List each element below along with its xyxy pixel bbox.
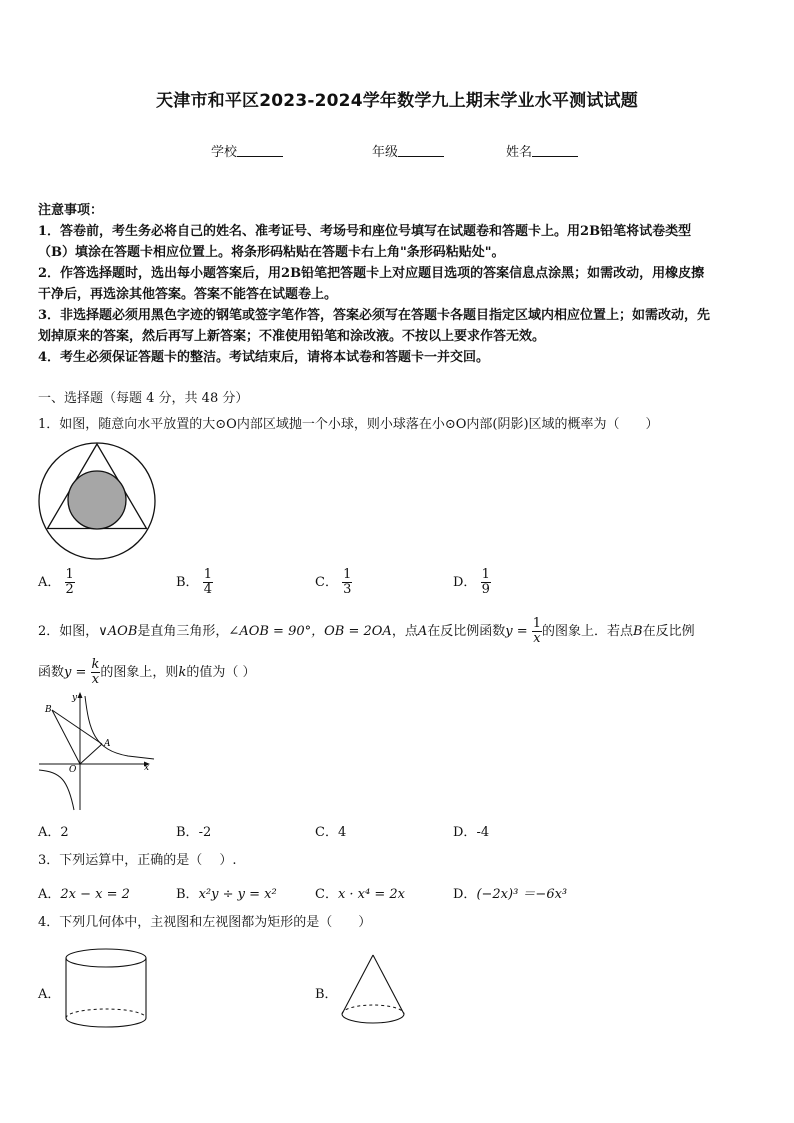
notice-line: 3．非选择题必须用黑色字迹的钢笔或签字笔作答，答案必须写在答题卡各题目指定区域内相应位置上；如需改动，先	[38, 308, 711, 323]
cylinder-top	[66, 949, 146, 967]
option-value: -4	[476, 825, 490, 840]
cone-base-back	[342, 1005, 404, 1014]
grade-label: 年级	[372, 145, 399, 160]
q4-option-a-label[interactable]: A．	[38, 987, 61, 1002]
q4-option-b-label[interactable]: B．	[315, 987, 338, 1002]
q1-option-d[interactable]	[453, 568, 491, 597]
option-value: 4	[337, 825, 347, 840]
option-label: D．	[453, 887, 477, 902]
q4-stem: 4．下列几何体中，主视图和左视图都为矩形的是（ ）	[38, 915, 372, 930]
fraction	[481, 568, 491, 597]
label-o: O	[69, 765, 77, 775]
notice-line: 干净后，再选涂其他答案。答案不能答在试题卷上。	[38, 287, 338, 302]
q1-stem: 1．如图，随意向水平放置的大⊙O内部区域抛一个小球，则小球落在小⊙O内部(阴影)区域的概率为（ ）	[38, 417, 659, 432]
fraction-denominator: 4	[203, 582, 212, 597]
option-label: D．	[453, 825, 477, 840]
hyperbola-branch-q3	[39, 770, 74, 810]
page-title: 天津市和平区2023-2024学年数学九上期末学业水平测试试题	[156, 91, 638, 111]
option-value: -2	[198, 825, 212, 840]
q2-text: 在反比例	[642, 624, 695, 639]
q2-math: B	[633, 624, 643, 639]
q2-math: OB = 2OA	[324, 624, 392, 639]
option-label: B．	[176, 825, 199, 840]
segment-oa	[80, 744, 102, 764]
section-heading: 一、选择题（每题 4 分，共 48 分）	[38, 391, 249, 406]
option-value: x · x⁴ = 2x	[337, 887, 405, 902]
q2-text: 函数	[38, 665, 65, 680]
cone-base-front	[342, 1014, 404, 1023]
option-label: C．	[315, 825, 338, 840]
q2-text: 在反比例函数	[427, 624, 506, 639]
fraction-numerator: 1	[481, 567, 490, 582]
q2-math: ∠AOB = 90°，	[228, 624, 325, 639]
q2-math: k	[178, 665, 187, 680]
option-value: 2	[60, 825, 69, 840]
q1-option-a[interactable]	[38, 568, 75, 597]
label-b: B	[45, 705, 52, 715]
name-field[interactable]	[506, 141, 578, 160]
cone-left-edge	[342, 955, 373, 1014]
school-label: 学校	[211, 145, 238, 160]
q4-cylinder-figure[interactable]	[62, 946, 150, 1032]
notice-line: 1．答卷前，考生务必将自己的姓名、准考证号、考场号和座位号填写在试题卷和答题卡上。用2B铅笔将试卷类型	[38, 224, 692, 239]
q3-option-d[interactable]	[453, 883, 567, 902]
cylinder-bottom-front	[66, 1018, 146, 1027]
fraction-denominator: 2	[65, 582, 74, 597]
fraction	[532, 617, 542, 646]
q3-option-c[interactable]	[315, 883, 405, 902]
notice-line: 2．作答选择题时，选出每小题答案后，用2B铅笔把答题卡上对应题目选项的答案信息点涂黑；如需改动，用橡皮擦	[38, 266, 705, 281]
q2-text: ，点	[391, 624, 418, 639]
label-a: A	[104, 739, 111, 749]
fraction-numerator: k	[91, 657, 100, 672]
notice-line: 划掉原来的答案，然后再写上新答案；不准使用铅笔和涂改液。不按以上要求作答无效。	[38, 329, 546, 344]
label-x: x	[144, 763, 150, 773]
segment-ab	[52, 710, 102, 744]
option-value: x²y ÷ y = x²	[198, 887, 277, 902]
q1-circle-figure	[37, 440, 157, 562]
option-label: C．	[315, 575, 338, 590]
fraction	[91, 658, 101, 687]
q2-stem-line1	[38, 617, 695, 646]
q1-option-c[interactable]	[315, 568, 352, 597]
q2-graph-figure	[36, 690, 156, 814]
option-label: A．	[38, 575, 61, 590]
notice-line: （B）填涂在答题卡相应位置上。将条形码粘贴在答题卡右上角"条形码粘贴处"。	[38, 245, 505, 260]
option-label: B．	[176, 575, 199, 590]
option-value: (−2x)³ ＝−6x³	[476, 887, 568, 902]
q2-text: 是直角三角形，	[137, 624, 229, 639]
q2-stem-line2	[38, 658, 255, 687]
option-label: D．	[453, 575, 477, 590]
q3-stem: 3．下列运算中，正确的是（ ）.	[38, 853, 237, 868]
fraction-denominator: 3	[343, 582, 352, 597]
fraction-denominator: 9	[481, 582, 490, 597]
q3-option-a[interactable]	[38, 883, 130, 902]
segment-ob	[52, 710, 80, 764]
label-y: y	[72, 693, 78, 703]
small-circle-shaded	[68, 471, 126, 529]
fraction	[203, 568, 213, 597]
fraction-numerator: 1	[203, 567, 212, 582]
q2-math: AOB	[107, 624, 138, 639]
school-blank[interactable]	[237, 144, 283, 157]
q2-math: y =	[505, 624, 528, 639]
q2-option-c[interactable]	[315, 821, 346, 840]
option-value: 2x − x = 2	[60, 887, 130, 902]
option-label: B．	[176, 887, 199, 902]
name-label: 姓名	[506, 145, 533, 160]
q2-option-a[interactable]	[38, 821, 69, 840]
y-axis-arrow	[78, 692, 83, 698]
school-field[interactable]	[211, 141, 283, 160]
grade-blank[interactable]	[398, 144, 444, 157]
q2-math: y =	[64, 665, 87, 680]
q2-option-b[interactable]	[176, 821, 211, 840]
option-label: A．	[38, 825, 61, 840]
fraction-denominator: x	[91, 672, 100, 687]
triangle-symbol: ∨	[98, 624, 108, 639]
notice-heading: 注意事项：	[38, 203, 104, 218]
q2-text: 的图象上．若点	[542, 624, 634, 639]
q2-text: 的值为（ ）	[186, 665, 256, 680]
fraction-numerator: 1	[532, 616, 542, 631]
grade-field[interactable]	[372, 141, 444, 160]
fraction	[342, 568, 352, 597]
fraction-numerator: 1	[65, 567, 74, 582]
fraction-denominator: x	[533, 631, 541, 646]
q2-text: 2．如图，	[38, 624, 99, 639]
option-label: C．	[315, 887, 338, 902]
name-blank[interactable]	[532, 144, 578, 157]
q4-cone-figure[interactable]	[338, 952, 408, 1030]
notice-line: 4．考生必须保证答题卡的整洁。考试结束后，请将本试卷和答题卡一并交回。	[38, 350, 490, 365]
q1-option-b[interactable]	[176, 568, 213, 597]
option-label: A．	[38, 887, 61, 902]
q2-text: 的图象上，则	[100, 665, 179, 680]
fraction-numerator: 1	[343, 567, 352, 582]
q2-math: A	[417, 624, 428, 639]
cylinder-bottom-back	[66, 1009, 146, 1018]
q2-option-d[interactable]	[453, 821, 489, 840]
q3-option-b[interactable]	[176, 883, 277, 902]
fraction	[65, 568, 75, 597]
